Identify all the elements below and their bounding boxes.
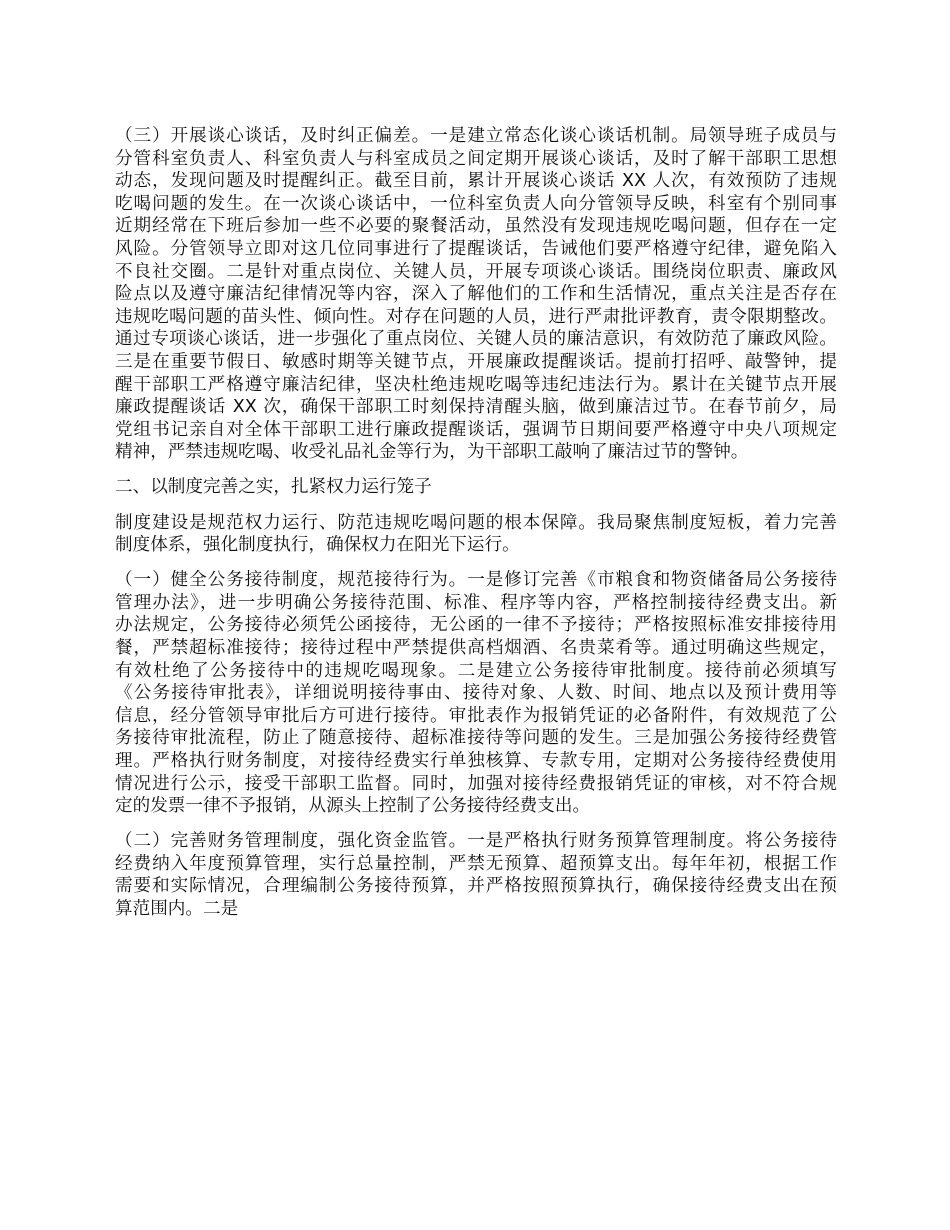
text-line: 经费纳入年度预算管理，实行总量控制，严禁无预算、超预算支出。每年年初，根据工作: [115, 853, 837, 874]
text-line: 二、以制度完善之实，扎紧权力运行笼子: [115, 477, 432, 498]
text-line: 近期经常在下班后参加一些不必要的聚餐活动，虽然没有发现违规吃喝问题，但存在一定: [115, 216, 837, 237]
text-line: 违规吃喝问题的苗头性、倾向性。对存在问题的人员，进行严肃批评教育，责令限期整改。: [115, 306, 837, 327]
text-line: 醒干部职工严格遵守廉洁纪律，坚决杜绝违规吃喝等违纪违法行为。累计在关键节点开展: [115, 374, 837, 395]
paragraph-intro: [115, 512, 837, 557]
text-line: 制度体系，强化制度执行，确保权力在阳光下运行。: [115, 535, 520, 556]
text-line: 有效杜绝了公务接待中的违规吃喝现象。二是建立公务接待审批制度。接待前必须填写: [115, 660, 837, 681]
section-heading-2: [115, 476, 837, 499]
text-line: 需要和实际情况，合理编制公务接待预算，并严格按照预算执行，确保接待经费支出在预: [115, 876, 837, 897]
text-line: 管理办法》，进一步明确公务接待范围、标准、程序等内容，严格控制接待经费支出。新: [115, 592, 837, 613]
text-line: 分管科室负责人、科室负责人与科室成员之间定期开展谈心谈话，及时了解干部职工思想: [115, 148, 837, 169]
text-line: 信息，经分管领导审批后方可进行接待。审批表作为报销凭证的必备附件，有效规范了公: [115, 705, 837, 726]
text-line: 理。严格执行财务制度，对接待经费实行单独核算、专款专用，定期对公务接待经费使用: [115, 750, 837, 771]
text-line: 情况进行公示，接受干部职工监督。同时，加强对接待经费报销凭证的审核，对不符合规: [115, 773, 837, 794]
text-line: 算范围内。二是: [115, 899, 239, 919]
paragraph-talks: [115, 125, 837, 464]
text-line: 廉政提醒谈话 XX 次，确保干部职工时刻保持清醒头脑，做到廉洁过节。在春节前夕，局: [115, 397, 837, 418]
paragraph-reception: [115, 569, 837, 818]
text-line: 险点以及遵守廉洁纪律情况等内容，深入了解他们的工作和生活情况，重点关注是否存在: [115, 284, 837, 305]
text-line: 不良社交圈。二是针对重点岗位、关键人员，开展专项谈心谈话。围绕岗位职责、廉政风: [115, 261, 837, 282]
text-line: 通过专项谈心谈话，进一步强化了重点岗位、关键人员的廉洁意识，有效防范了廉政风险。: [115, 329, 837, 350]
text-line: 办法规定，公务接待必须凭公函接待，无公函的一律不予接待；严格按照标准安排接待用: [115, 615, 837, 636]
text-line: （二）完善财务管理制度，强化资金监管。一是严格执行财务预算管理制度。将公务接待: [115, 831, 837, 852]
text-line: 餐，严禁超标准接待；接待过程中严禁提供高档烟酒、名贵菜肴等。通过明确这些规定，: [115, 637, 837, 658]
text-line: 制度建设是规范权力运行、防范违规吃喝问题的根本保障。我局聚焦制度短板，着力完善: [115, 512, 837, 533]
text-line: 风险。分管领导立即对这几位同事进行了提醒谈话，告诫他们要严格遵守纪律，避免陷入: [115, 238, 837, 259]
paragraph-finance: [115, 830, 837, 920]
document-body: [115, 125, 837, 933]
text-line: 精神，严禁违规吃喝、收受礼品礼金等行为，为干部职工敲响了廉洁过节的警钟。: [115, 442, 749, 463]
text-line: 三是在重要节假日、敏感时期等关键节点，开展廉政提醒谈话。提前打招呼、敲警钟，提: [115, 351, 837, 372]
text-line: （三）开展谈心谈话，及时纠正偏差。一是建立常态化谈心谈话机制。局领导班子成员与: [115, 126, 837, 146]
text-line: 务接待审批流程，防止了随意接待、超标准接待等问题的发生。三是加强公务接待经费管: [115, 728, 837, 749]
text-line: 吃喝问题的发生。在一次谈心谈话中，一位科室负责人向分管领导反映，科室有个别同事: [115, 193, 837, 214]
text-line: 《公务接待审批表》，详细说明接待事由、接待对象、人数、时间、地点以及预计费用等: [115, 683, 837, 704]
text-line: 定的发票一律不予报销，从源头上控制了公务接待经费支出。: [115, 796, 591, 817]
text-line: 党组书记亲自对全体干部职工进行廉政提醒谈话，强调节日期间要严格遵守中央八项规定: [115, 419, 837, 440]
text-line: 动态，发现问题及时提醒纠正。截至目前，累计开展谈心谈话 XX 人次，有效预防了违规: [115, 171, 837, 192]
text-line: （一）健全公务接待制度，规范接待行为。一是修订完善《市粮食和物资储备局公务接待: [115, 570, 837, 591]
